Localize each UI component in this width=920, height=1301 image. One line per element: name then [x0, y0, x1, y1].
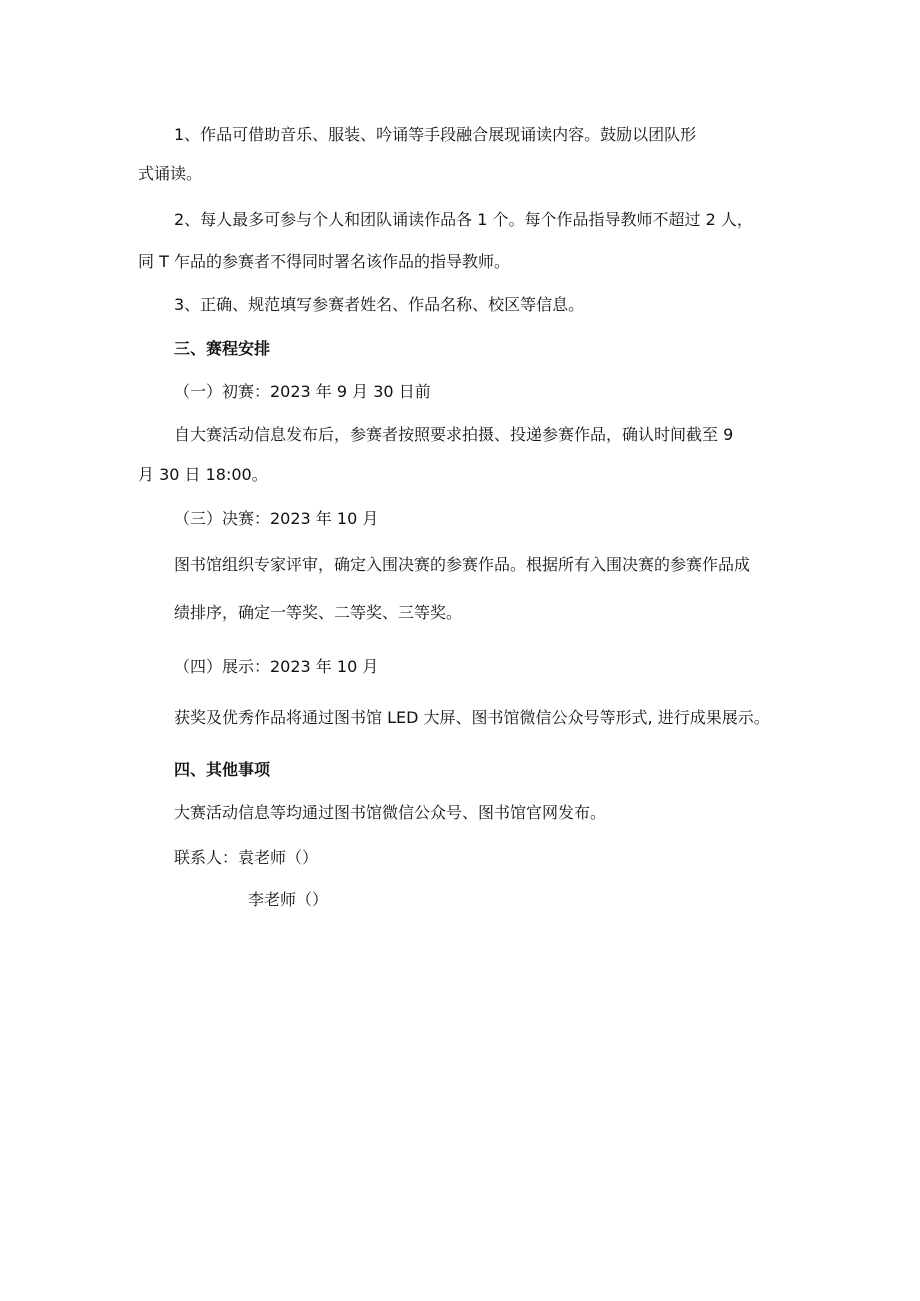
- rule-2-line-1: 2、每人最多可参与个人和团队诵读作品各 1 个。每个作品指导教师不超过 2 人，: [174, 210, 753, 229]
- rule-2-line-2: 同 T 乍品的参赛者不得同时署名该作品的指导教师。: [138, 252, 510, 271]
- final-text-line-2: 绩排序，确定一等奖、二等奖、三等奖。: [174, 603, 463, 622]
- display-text-line: 获奖及优秀作品将通过图书馆 LED 大屏、图书馆微信公众号等形式, 进行成果展示。: [174, 708, 770, 727]
- rule-1-line-1: 1、作品可借助音乐、服装、吟诵等手段融合展现诵读内容。鼓励以团队形: [174, 125, 697, 144]
- preliminary-round-heading: （一）初赛：2023 年 9 月 30 日前: [174, 382, 431, 401]
- display-heading: （四）展示：2023 年 10 月: [174, 657, 379, 676]
- contact-person-line: 联系人：袁老师（）: [174, 848, 319, 867]
- section-heading-schedule: 三、赛程安排: [174, 339, 271, 358]
- preliminary-text-line-1: 自大赛活动信息发布后，参赛者按照要求拍摄、投递参赛作品，确认时间截至 9: [174, 425, 734, 444]
- preliminary-text-line-2: 月 30 日 18:00。: [138, 465, 268, 484]
- section-heading-other-matters: 四、其他事项: [174, 760, 271, 779]
- contact-person-line-2: 李老师（）: [248, 890, 329, 909]
- rule-3-line: 3、正确、规范填写参赛者姓名、作品名称、校区等信息。: [174, 295, 585, 314]
- rule-1-line-2: 式诵读。: [138, 164, 203, 183]
- final-round-heading: （三）决赛：2023 年 10 月: [174, 509, 379, 528]
- publication-text-line: 大赛活动信息等均通过图书馆微信公众号、图书馆官网发布。: [174, 803, 607, 822]
- final-text-line-1: 图书馆组织专家评审，确定入围决赛的参赛作品。根据所有入围决赛的参赛作品成: [174, 555, 751, 574]
